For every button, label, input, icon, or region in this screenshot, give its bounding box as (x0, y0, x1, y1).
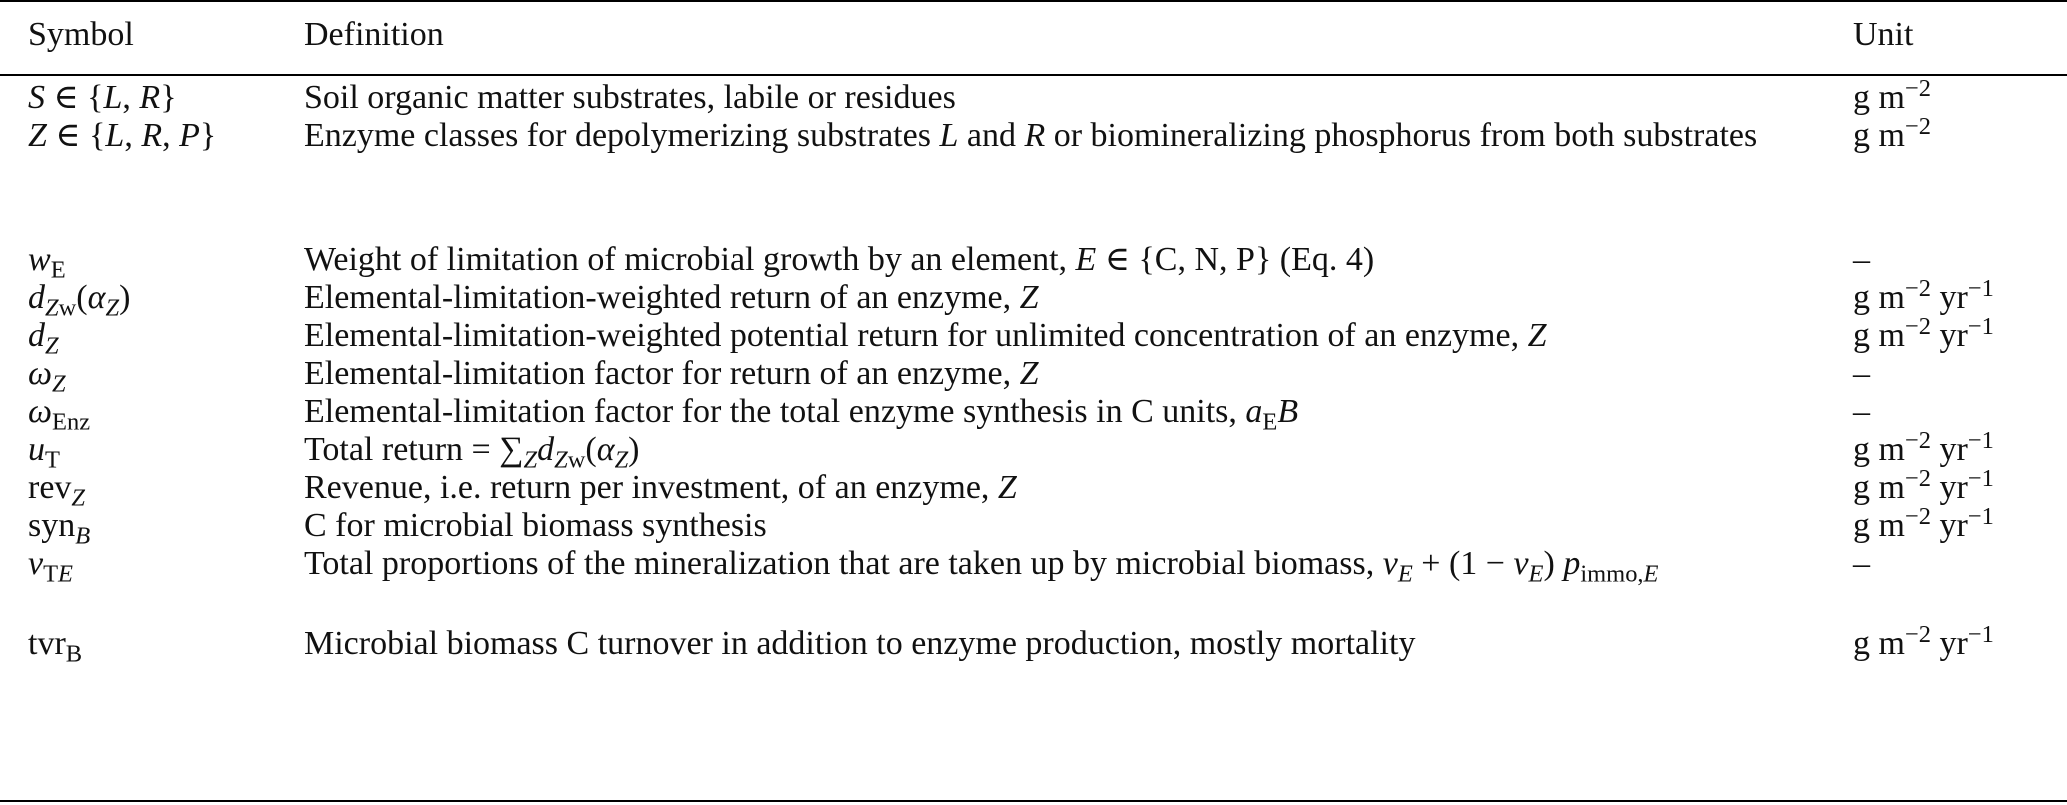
unit-cell: g $m^{-2}$ $yr^{-1}$ (1853, 464, 1994, 506)
definition-cell: Soil organic matter substrates, labile or residues (304, 79, 956, 116)
symbol-cell: $d_{Zw}(\alpha_Z)$ (28, 279, 131, 322)
unit-cell: g $m^{-2}$ $yr^{-1}$ (1853, 274, 1994, 316)
header-symbol: Symbol (28, 16, 134, 53)
header-unit: Unit (1853, 16, 1914, 53)
unit-cell: g $m^{-2}$ $yr^{-1}$ (1853, 312, 1994, 354)
definition-cell: Total return = $\sum_Zd_{Zw}(\alpha_Z)$ (304, 431, 640, 474)
definition-cell: Microbial biomass C turnover in addition to enzyme production, mostly mortality (304, 625, 1416, 662)
symbol-cell: S ∈ {L, R} (28, 79, 177, 116)
unit-cell: g $m^{-2}$ (1853, 112, 1931, 154)
definition-cell: Elemental-limitation factor for return of an enzyme, Z (304, 355, 1039, 392)
symbol-cell: Z ∈ {L, R, P} (28, 117, 217, 154)
table-bottom-rule (0, 800, 2067, 802)
symbol-cell: $u_T$ (28, 431, 60, 474)
unit-cell: – (1853, 241, 1870, 278)
unit-cell: g $m^{-2}$ $yr^{-1}$ (1853, 502, 1994, 544)
header-definition: Definition (304, 16, 444, 53)
definition-cell: Weight of limitation of microbial growth by an element, E ∈ {C, N, P} (Eq. 4) (304, 241, 1375, 278)
definition-cell: Elemental-limitation-weighted potential return for unlimited concentration of an enzyme, Z (304, 317, 1547, 354)
symbol-cell: $w_E$ (28, 241, 66, 284)
unit-cell: – (1853, 545, 1870, 582)
definition-cell: Elemental-limitation-weighted return of an enzyme, Z (304, 279, 1039, 316)
symbol-cell: syn$_B$ (28, 507, 91, 550)
table-top-rule (0, 0, 2067, 2)
symbol-cell: rev$_Z$ (28, 469, 86, 512)
definition-cell: C for microbial biomass synthesis (304, 507, 767, 544)
definition-cell: Elemental-limitation factor for the total enzyme synthesis in C units, $a_EB$ (304, 393, 1299, 436)
symbol-cell: $\omega_{Enz}$ (28, 393, 91, 436)
symbol-cell: $\nu_{TE}$ (28, 545, 73, 588)
symbol-cell: $\omega_Z$ (28, 355, 66, 398)
table-header-rule (0, 74, 2067, 76)
unit-cell: g $m^{-2}$ $yr^{-1}$ (1853, 426, 1994, 468)
definition-cell: Revenue, i.e. return per investment, of an enzyme, Z (304, 469, 1017, 506)
unit-cell: g $m^{-2}$ (1853, 74, 1931, 116)
symbol-cell: tvr$_B$ (28, 625, 83, 668)
definition-cell: Enzyme classes for depolymerizing substrates L and R or biomineralizing phosphorus from both substrates (304, 117, 1758, 154)
definition-cell: Total proportions of the mineralization that are taken up by microbial biomass, $\nu_E + (1 - \nu_E)$ $p_{immo,E}$ (304, 545, 1659, 588)
unit-cell: – (1853, 355, 1870, 392)
unit-cell: – (1853, 393, 1870, 430)
unit-cell: g $m^{-2}$ $yr^{-1}$ (1853, 620, 1994, 662)
symbol-cell: $d_Z$ (28, 317, 59, 360)
